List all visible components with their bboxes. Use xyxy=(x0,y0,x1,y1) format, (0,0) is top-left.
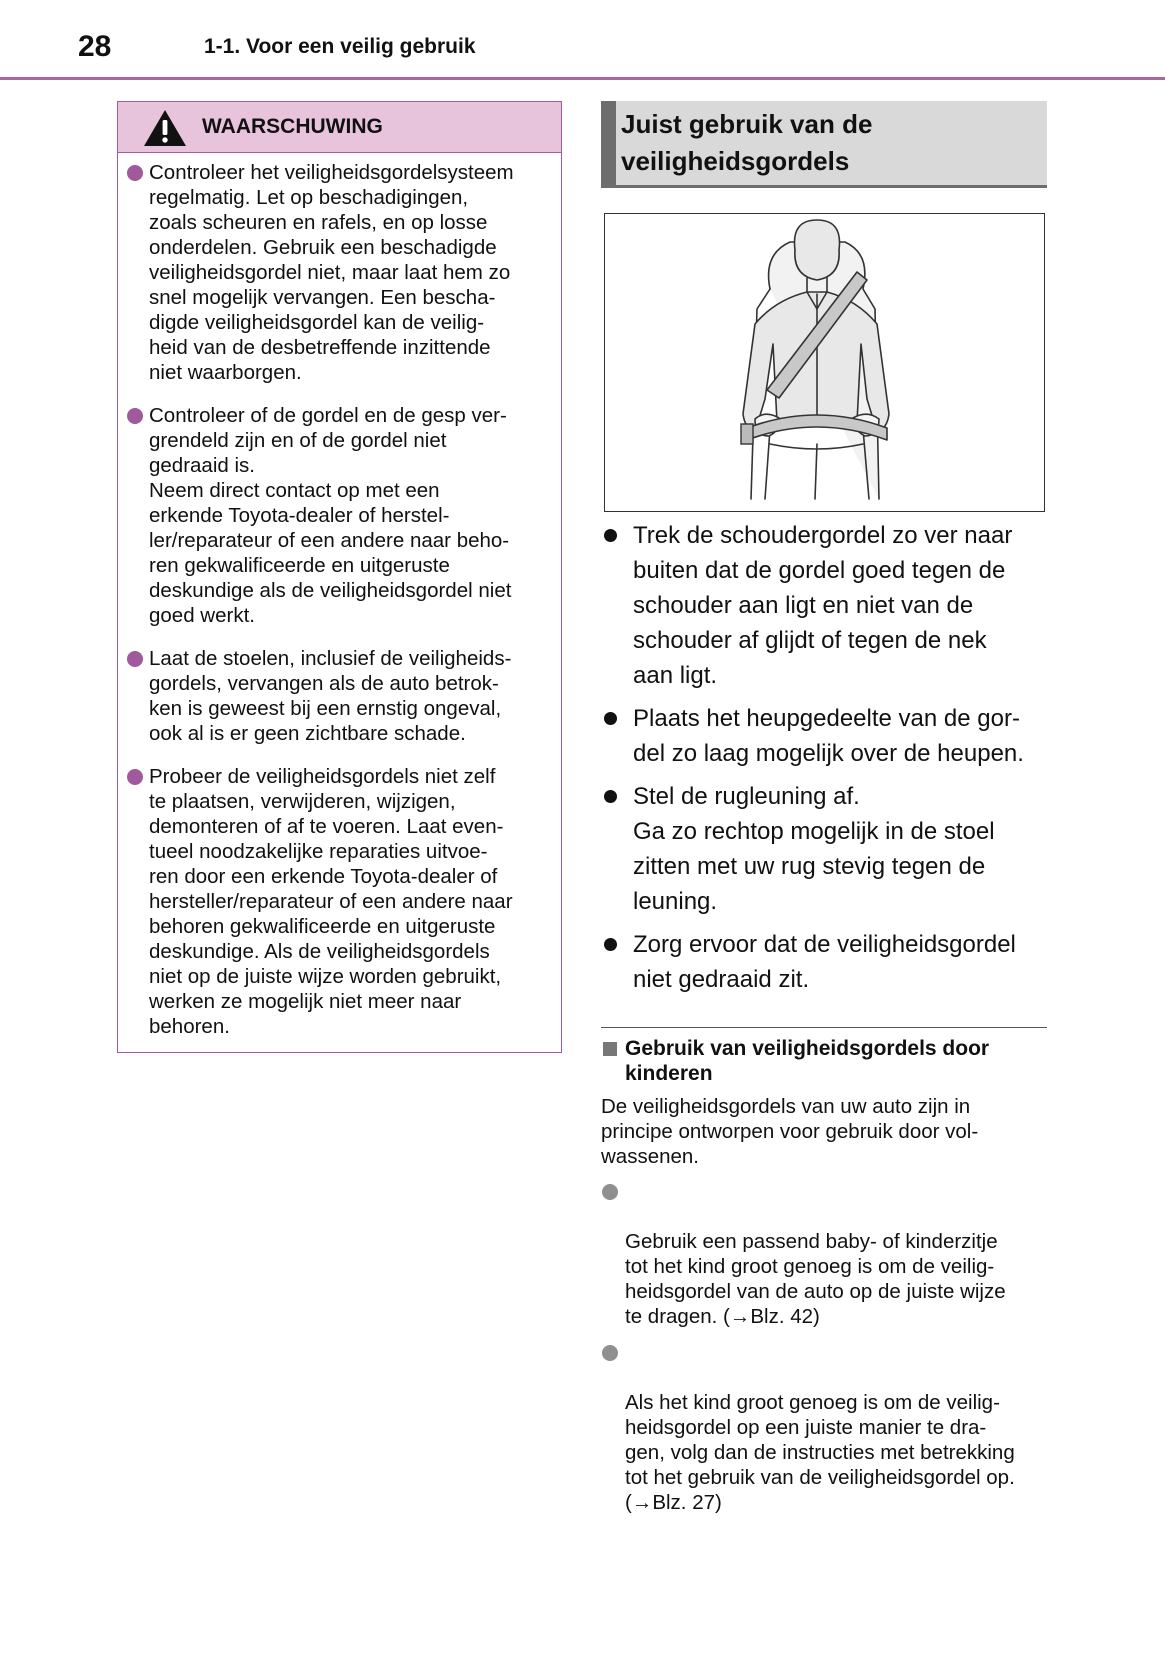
warning-item xyxy=(118,764,561,1039)
page-number: 28 xyxy=(78,30,112,63)
children-list xyxy=(601,1179,1051,1526)
instruction-text: Plaats het heupgedeelte van de gor- del zo laag mogelijk over de heupen. xyxy=(633,705,1024,767)
bullet-dot-icon xyxy=(604,712,617,725)
subsection-heading xyxy=(601,1036,1047,1086)
children-item-text: Gebruik een passend baby- of kinderzitje tot het kind groot genoeg is om de veilig- heidsgordel van de auto op de juiste wijze te dragen. (→Blz. 42) xyxy=(625,1230,1006,1328)
bullet-dot-icon xyxy=(127,651,143,667)
bullet-dot-icon xyxy=(602,1345,618,1361)
seatbelt-illustration xyxy=(604,213,1045,512)
warning-item-text: Laat de stoelen, inclusief de veiligheids- gordels, vervangen als de auto betrok- ken is geweest bij een ernstig ongeval, ook al is er geen zichtbare schade. xyxy=(149,647,512,745)
subsection-divider xyxy=(601,1027,1047,1028)
square-bullet-icon xyxy=(603,1042,617,1056)
header-divider xyxy=(0,77,1165,80)
warning-list xyxy=(118,153,561,1039)
instruction-text: Zorg ervoor dat de veiligheidsgordel niet gedraaid zit. xyxy=(633,931,1016,993)
children-item xyxy=(601,1179,1051,1329)
instruction-text: Stel de rugleuning af. Ga zo rechtop mogelijk in de stoel zitten met uw rug stevig tegen de leuning. xyxy=(633,783,995,915)
instruction-item xyxy=(601,701,1056,771)
warning-header xyxy=(118,102,561,153)
warning-item-text: Controleer het veiligheidsgordelsysteem regelmatig. Let op beschadigingen, zoals scheuren en rafels, en op losse onderdelen. Gebruik een beschadigde veiligheidsgordel niet, maar laat hem zo snel mogelijk vervangen. Een bescha- digde veiligheidsgordel kan de veilig- heid van de desbetreffende inzittende niet waarborgen. xyxy=(149,161,514,384)
seated-person-seatbelt-icon xyxy=(605,214,1046,513)
instruction-text: Trek de schoudergordel zo ver naar buiten dat de gordel goed tegen de schouder aan ligt en niet van de schouder af glijdt of tegen de nek aan ligt. xyxy=(633,522,1013,689)
warning-item-text: Probeer de veiligheidsgordels niet zelf te plaatsen, verwijderen, wijzigen, demonteren of af te voeren. Laat even- tueel noodzakelijke reparaties uitvoe- ren door een erkende Toyota-dealer of hersteller/reparateur of een andere naar behoren gekwalificeerde en uitgeruste deskundige. Als de veiligheidsgordels niet op de juiste wijze worden gebruikt, werken ze mogelijk niet meer naar behoren. xyxy=(149,765,513,1038)
instruction-list xyxy=(601,518,1056,1005)
warning-triangle-icon xyxy=(143,109,187,147)
instruction-item xyxy=(601,779,1056,919)
bullet-dot-icon xyxy=(604,938,617,951)
warning-label: WAARSCHUWING xyxy=(202,115,383,138)
bullet-dot-icon xyxy=(127,769,143,785)
bullet-dot-icon xyxy=(604,529,617,542)
bullet-dot-icon xyxy=(127,165,143,181)
warning-item xyxy=(118,160,561,385)
warning-item xyxy=(118,403,561,628)
section-title: 1-1. Voor een veilig gebruik xyxy=(204,35,476,58)
warning-item xyxy=(118,646,561,746)
instruction-item xyxy=(601,927,1056,997)
subsection-intro: De veiligheidsgordels van uw auto zijn in principe ontworpen voor gebruik door vol- wassenen. xyxy=(601,1095,979,1168)
instruction-item xyxy=(601,518,1056,693)
warning-box xyxy=(117,101,562,1053)
children-item-text: Als het kind groot genoeg is om de veilig- heidsgordel op een juiste manier te dra- gen, volg dan de instructies met betrekking tot het gebruik van de veiligheidsgordel op. (→Blz. 27) xyxy=(625,1391,1015,1514)
bullet-dot-icon xyxy=(127,408,143,424)
subsection-title: Gebruik van veiligheidsgordels door kinderen xyxy=(625,1037,990,1085)
section-heading xyxy=(601,101,1047,188)
bullet-dot-icon xyxy=(604,790,617,803)
warning-item-text: Controleer of de gordel en de gesp ver- grendeld zijn en of de gordel niet gedraaid is. Neem direct contact op met een erkende Toyota-dealer of herstel- ler/reparateur of een andere naar beho- ren gekwalificeerde en uitgeruste deskundige als de veiligheidsgordel niet goed werkt. xyxy=(149,404,512,627)
children-item xyxy=(601,1340,1051,1515)
bullet-dot-icon xyxy=(602,1184,618,1200)
section-heading-text: Juist gebruik van de veiligheidsgordels xyxy=(621,109,873,176)
